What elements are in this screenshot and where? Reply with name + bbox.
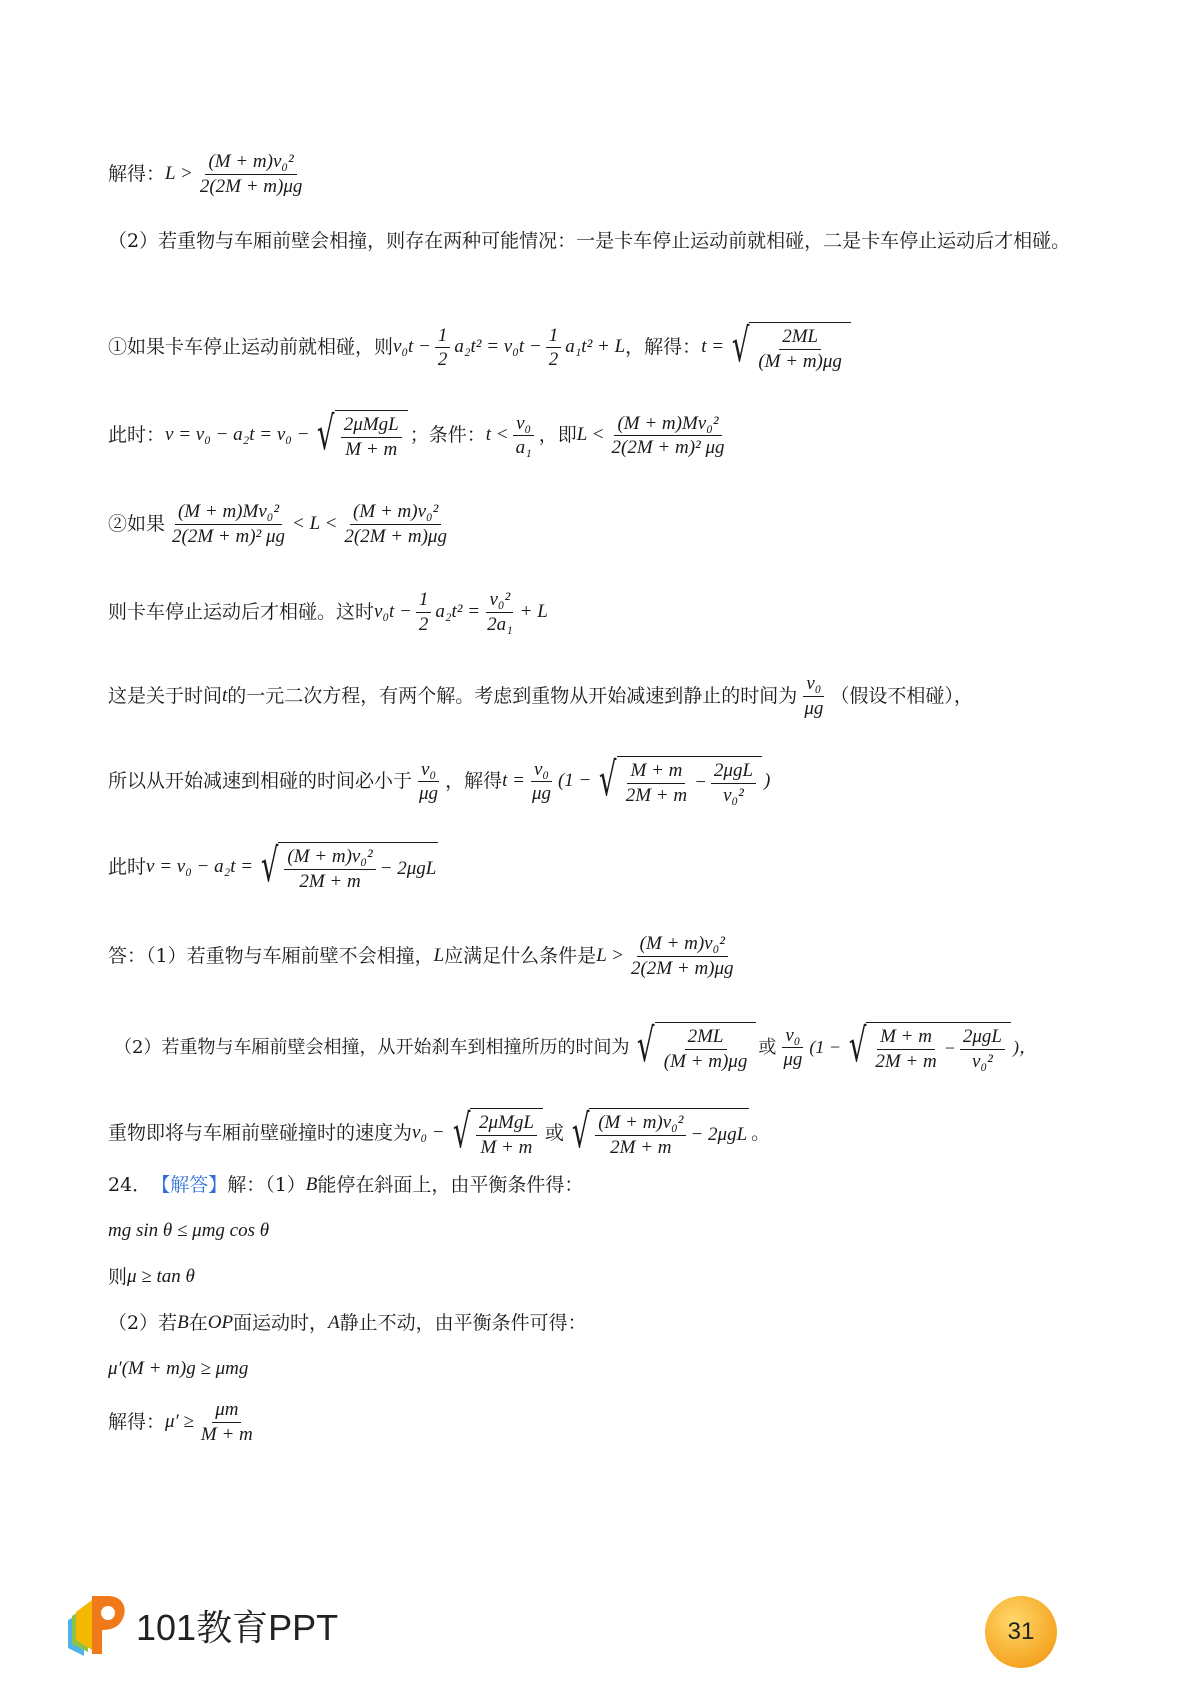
fraction [661, 1025, 751, 1074]
sqrt [566, 1104, 749, 1160]
fraction [416, 758, 441, 807]
text: 答：（1）若重物与车厢前壁不会相撞， [108, 944, 434, 967]
answer-two [114, 1018, 1037, 1074]
label: ①如果卡车停止运动前就相碰，则 [108, 336, 394, 359]
period: 。 [751, 1122, 771, 1145]
denominator: 2 [418, 613, 429, 635]
logo-p-icon [62, 1590, 130, 1660]
denominator: v₀² [972, 1050, 993, 1072]
fraction [609, 412, 728, 461]
fraction [628, 932, 737, 981]
denominator: 2M + m [625, 784, 688, 806]
fraction [341, 500, 450, 549]
A-symbol: A [328, 1312, 340, 1333]
text: 解：（1） [227, 1174, 306, 1196]
text-b: 应满足什么条件是 [444, 944, 597, 967]
numerator: v₀ [418, 758, 439, 783]
numerator: v₀² [486, 588, 513, 613]
eq-part-c: a₁t² + L [565, 336, 626, 358]
page-number-badge [985, 1596, 1057, 1668]
sqrt [631, 1018, 756, 1074]
denominator: μg [804, 697, 824, 719]
v-eq: v = v₀ − a₂t = [146, 856, 254, 878]
numerator: (M + m)v₀² [595, 1111, 686, 1136]
minus: − [694, 771, 707, 793]
half-fraction-2 [546, 324, 562, 373]
close-paren: )， [1012, 1036, 1037, 1057]
fraction [595, 1111, 686, 1160]
fraction [169, 500, 288, 549]
paragraph-two-cases: （2）若重物与车厢前壁会相撞，则存在两种可能情况：一是卡车停止运动前就相碰，二是卡车停止运动后才相碰。 [108, 230, 1071, 252]
fraction [529, 758, 554, 807]
OP-symbol: OP [207, 1312, 234, 1333]
q24-mu-condition [108, 1266, 195, 1289]
text-c: 面运动时， [233, 1312, 329, 1334]
sqrt [447, 1104, 543, 1160]
eq-part-a: v₀t − [393, 336, 431, 358]
eq-part-c: + L [519, 600, 548, 622]
fraction [623, 759, 690, 808]
page-number: 31 [1007, 1618, 1035, 1645]
denominator: 2a₁ [487, 613, 513, 635]
text: 所以从开始减速到相碰的时间必小于 [108, 770, 413, 793]
label: 则 [108, 1266, 128, 1288]
condition-label: ；条件： [409, 424, 486, 447]
denominator: 2(2M + m)² μg [611, 437, 725, 459]
fraction [513, 412, 535, 461]
brand-logo [62, 1590, 338, 1660]
text-b: 在 [188, 1312, 208, 1334]
denominator: 2 [548, 349, 559, 371]
answer-tag: 【解答】 [151, 1174, 228, 1196]
denominator: (M + m)μg [758, 350, 842, 372]
numerator: 2μMgL [476, 1111, 537, 1136]
radical-icon: √ [452, 1104, 471, 1158]
numerator: 1 [416, 588, 432, 613]
paragraph-time-solution [108, 752, 771, 808]
lhs: L > [165, 162, 193, 184]
fraction [711, 759, 756, 808]
case-one-velocity [108, 406, 732, 462]
ie-label: ，即 [538, 424, 577, 447]
denominator: μg [531, 783, 551, 805]
eq-part-b: a₂t² = [435, 600, 481, 622]
q24-result [108, 1398, 260, 1447]
denominator: 2(2M + m)μg [630, 957, 734, 979]
eq-part-b: a₂t² = v₀t − [454, 336, 542, 358]
numerator: (M + m)Mv₀² [614, 412, 721, 437]
denominator: 2M + m [875, 1050, 937, 1072]
denominator: 2(2M + m)μg [344, 525, 447, 547]
t-symbol: t [222, 684, 228, 706]
denominator: 2M + m [610, 1136, 672, 1158]
paragraph-quadratic [108, 672, 973, 721]
label: 此时 [108, 856, 147, 879]
numerator: (M + m)v₀² [637, 932, 728, 957]
denominator: v₀² [723, 784, 744, 806]
q24-inequality [108, 1220, 269, 1243]
text: （2）若重物与车厢前壁会相撞，从开始刹车到相撞所历的时间为 [114, 1036, 630, 1058]
denominator: 2 [437, 349, 448, 371]
denominator: 2(2M + m)² μg [172, 525, 286, 547]
denominator: M + m [200, 1423, 253, 1445]
equation: μ′(M + m)g ≥ μmg [108, 1358, 249, 1379]
B-symbol: B [177, 1312, 189, 1333]
text-d: 静止不动，由平衡条件可得： [339, 1312, 587, 1334]
numerator: M + m [627, 759, 685, 784]
case-two-range [108, 500, 454, 549]
close-paren: ) [764, 770, 771, 792]
L-symbol: L [433, 944, 445, 966]
fraction [484, 588, 516, 637]
equation: μ ≥ tan θ [127, 1266, 195, 1287]
answer-one [108, 932, 741, 981]
label: ②如果 [108, 512, 166, 535]
text-a: （2）若 [108, 1312, 178, 1334]
fraction [197, 150, 306, 199]
denominator: a₁ [515, 437, 532, 459]
middle: < L < [292, 512, 338, 534]
denominator: (M + m)μg [663, 1050, 748, 1072]
numerator: (M + m)v₀² [350, 500, 441, 525]
sqrt [255, 838, 438, 894]
tail: − 2μgL [690, 1123, 748, 1145]
sqrt [311, 406, 407, 462]
tail: − 2μgL [379, 857, 437, 879]
lhs: L > [596, 944, 624, 966]
numerator: (M + m)v₀² [205, 150, 296, 175]
q24-friction-inequality [108, 1358, 248, 1381]
lhs: μ′ ≥ [165, 1410, 194, 1432]
fraction [476, 1111, 537, 1160]
numerator: M + m [877, 1025, 935, 1050]
numerator: v₀ [513, 412, 534, 437]
text-c: （假设不相碰）， [830, 684, 973, 707]
numerator: 2ML [685, 1025, 727, 1050]
t-eq: t = [502, 770, 525, 792]
denominator: 2M + m [299, 870, 361, 892]
result-L-inequality [108, 150, 309, 199]
numerator: 2μgL [960, 1025, 1005, 1050]
fraction [341, 413, 402, 462]
sqrt [843, 1018, 1011, 1074]
label: 则卡车停止运动后才相碰。这时 [108, 600, 375, 623]
case-two-equation [108, 588, 548, 637]
numerator: v₀ [782, 1024, 803, 1049]
denominator: μg [419, 783, 439, 805]
eq-part-a: v₀t − [374, 600, 412, 622]
fraction [801, 672, 826, 721]
numerator: v₀ [803, 672, 824, 697]
numerator: 2μgL [711, 759, 756, 784]
half-fraction [435, 324, 451, 373]
B-symbol: B [305, 1174, 318, 1195]
L-lt: L < [576, 424, 605, 446]
numerator: v₀ [531, 758, 552, 783]
label: 解得： [108, 162, 166, 185]
question-number: 24． [108, 1174, 152, 1196]
answer-three [108, 1104, 771, 1160]
fraction [872, 1025, 939, 1074]
text-a: 这是关于时间 [108, 684, 223, 707]
denominator: 2(2M + m)μg [199, 175, 303, 197]
numerator: (M + m)Mv₀² [175, 500, 282, 525]
equation: mg sin θ ≤ μmg cos θ [108, 1220, 270, 1241]
fraction [780, 1024, 805, 1073]
radical-icon: √ [571, 1104, 590, 1158]
radical-icon: √ [848, 1018, 867, 1072]
solve-label: ，解得 [445, 770, 503, 793]
q24-part-two [108, 1312, 587, 1335]
radical-icon: √ [599, 752, 617, 806]
numerator: (M + m)v₀² [284, 845, 375, 870]
text: 重物即将与车厢前壁碰撞时的速度为 [108, 1122, 413, 1145]
or-label: 或 [544, 1122, 564, 1145]
sqrt [593, 752, 762, 808]
v-eq: v = v₀ − a₂t = v₀ − [165, 424, 310, 446]
minus: − [943, 1038, 956, 1059]
denominator: μg [783, 1049, 803, 1071]
fraction [960, 1025, 1005, 1074]
paragraph-velocity [108, 838, 440, 894]
numerator: μm [212, 1398, 241, 1423]
fraction [198, 1398, 256, 1447]
sqrt [726, 318, 851, 374]
denominator: M + m [345, 438, 398, 460]
text-b: 的一元二次方程，有两个解。考虑到重物从开始减速到静止的时间为 [227, 684, 798, 707]
t-lt: t < [485, 424, 509, 446]
radical-icon: √ [317, 406, 335, 460]
half-fraction [416, 588, 432, 637]
radical-icon: √ [731, 318, 750, 372]
numerator: 2ML [779, 325, 821, 350]
logo-text: 101教育PPT [136, 1606, 339, 1648]
label: 此时： [108, 424, 166, 447]
v0: v₀ − [412, 1122, 445, 1144]
solve-label: ，解得： [625, 336, 702, 359]
numerator: 1 [546, 324, 562, 349]
question-24-header [108, 1174, 583, 1197]
text-b: 能停在斜面上，由平衡条件得： [317, 1174, 584, 1196]
numerator: 2μMgL [341, 413, 402, 438]
numerator: 1 [435, 324, 451, 349]
fraction [284, 845, 375, 894]
or-label: 或 [758, 1036, 777, 1058]
open-paren: (1 − [557, 770, 592, 792]
denominator: M + m [480, 1136, 533, 1158]
radical-icon: √ [637, 1018, 655, 1072]
radical-icon: √ [260, 838, 279, 892]
fraction [755, 325, 845, 374]
t-eq: t = [701, 336, 725, 358]
case-one-equation [108, 318, 853, 374]
label: 解得： [108, 1410, 166, 1433]
open-paren: (1 − [809, 1036, 842, 1057]
